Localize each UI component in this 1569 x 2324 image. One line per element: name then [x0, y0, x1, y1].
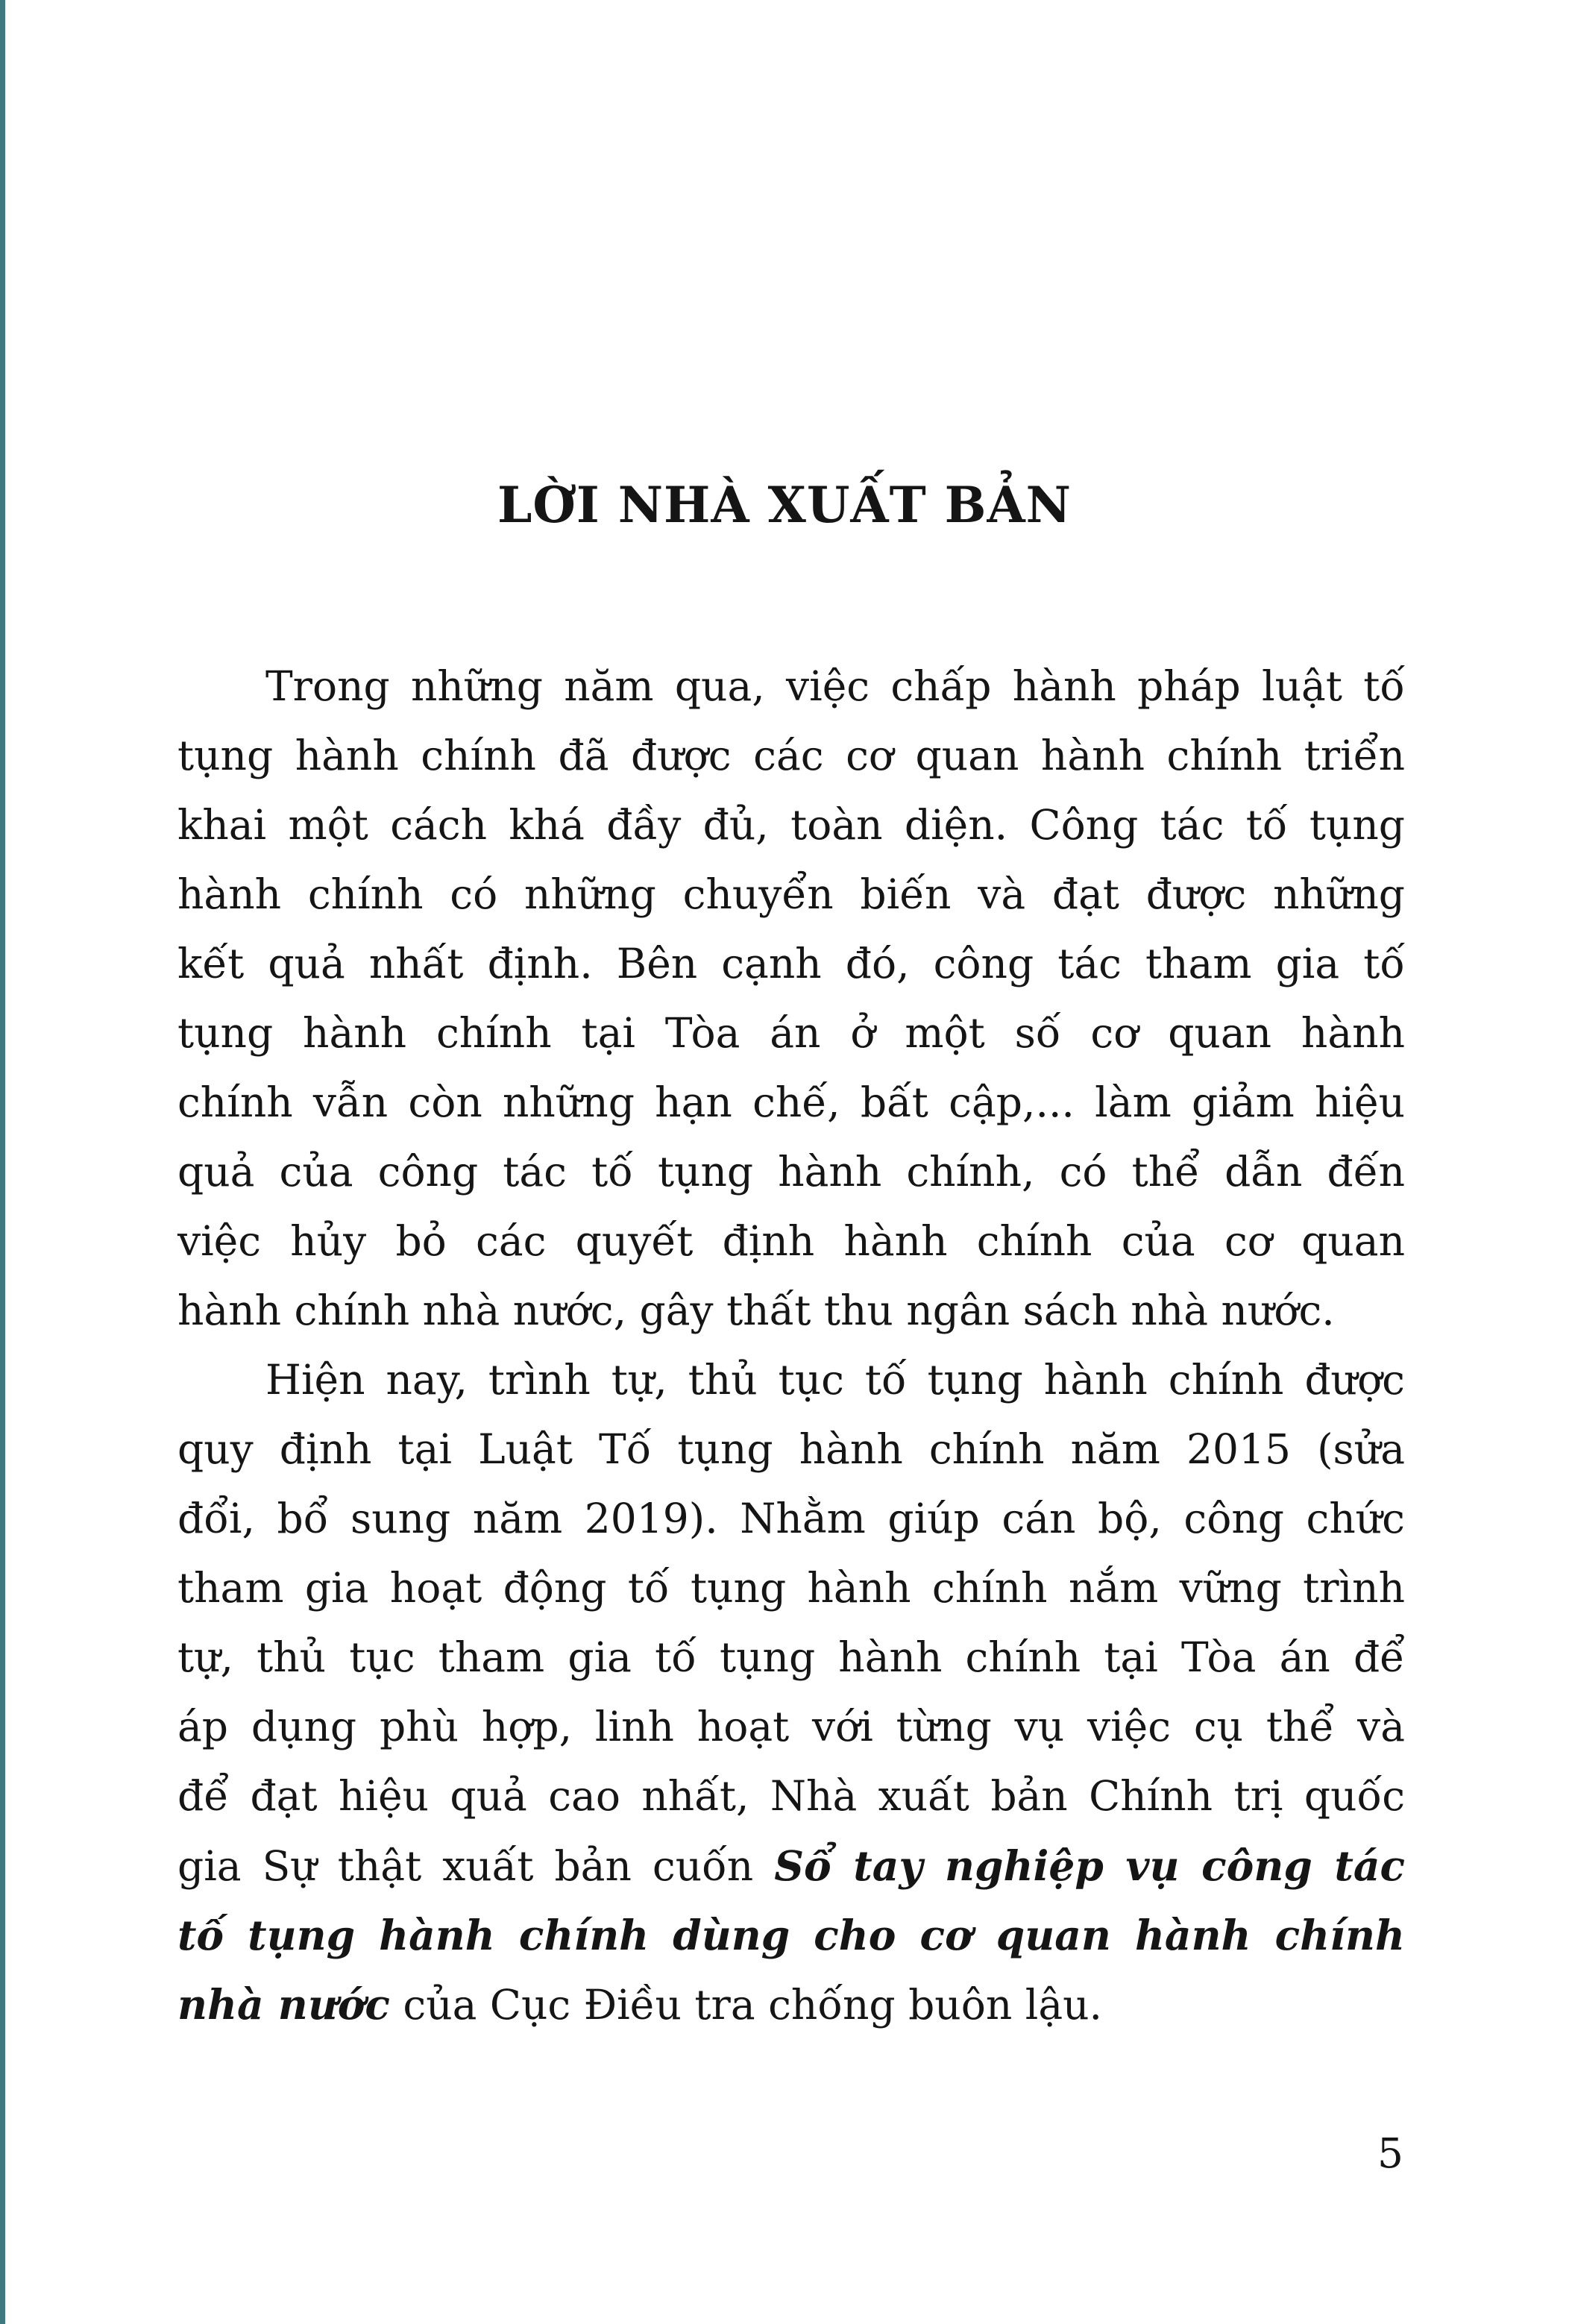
paragraph-1-line: việc hủy bỏ các quyết định hành chính của cơ quan — [177, 1217, 1405, 1265]
page-body-text — [177, 652, 1405, 2039]
paragraph-1-line: hành chính có những chuyển biến và đạt được những — [177, 870, 1405, 918]
paragraph-1-line: tụng hành chính tại Tòa án ở một số cơ quan hành — [177, 1009, 1405, 1057]
paragraph-2-line — [177, 1970, 1405, 2039]
paragraph-2-line: quy định tại Luật Tố tụng hành chính năm 2015 (sửa — [177, 1425, 1405, 1473]
paragraph-1-line: chính vẫn còn những hạn chế, bất cập,... làm giảm hiệu — [177, 1078, 1405, 1126]
paragraph-2-text: gia Sự thật xuất bản cuốn — [177, 1842, 775, 1890]
paragraph-2-line: áp dụng phù hợp, linh hoạt với từng vụ việc cụ thể và — [177, 1703, 1405, 1750]
paragraph-1-line: Trong những năm qua, việc chấp hành pháp luật tố — [265, 662, 1405, 710]
paragraph-1-line: quả của công tác tố tụng hành chính, có thể dẫn đến — [177, 1148, 1405, 1196]
paragraph-2-line: tự, thủ tục tham gia tố tụng hành chính tại Tòa án để — [177, 1633, 1405, 1681]
paragraph-1-line: kết quả nhất định. Bên cạnh đó, công tác tham gia tố — [177, 940, 1405, 987]
paragraph-2-line: Hiện nay, trình tự, thủ tục tố tụng hành chính được — [265, 1356, 1405, 1404]
paragraph-2-line — [177, 1831, 1405, 1900]
paragraph-2-line: để đạt hiệu quả cao nhất, Nhà xuất bản Chính trị quốc — [177, 1772, 1405, 1820]
book-title-line: tố tụng hành chính dùng cho cơ quan hành chính — [177, 1911, 1405, 1959]
book-title-text: nhà nước — [177, 1980, 390, 2029]
page-number: 5 — [1377, 2129, 1403, 2177]
paragraph-2-line: tham gia hoạt động tố tụng hành chính nắm vững trình — [177, 1564, 1405, 1612]
paragraph-1-line: khai một cách khá đầy đủ, toàn diện. Công tác tố tụng — [177, 801, 1405, 849]
paragraph-1-line: hành chính nhà nước, gây thất thu ngân sách nhà nước. — [177, 1287, 1335, 1334]
paragraph-1-line: tụng hành chính đã được các cơ quan hành chính triển — [177, 732, 1405, 779]
page-title: LỜI NHÀ XUẤT BẢN — [497, 476, 1072, 534]
paragraph-2-text: của Cục Điều tra chống buôn lậu. — [389, 1981, 1103, 2029]
paragraph-2-line: đổi, bổ sung năm 2019). Nhằm giúp cán bộ, công chức — [177, 1495, 1405, 1542]
book-title-text: Sổ tay nghiệp vụ công tác — [774, 1841, 1405, 1890]
